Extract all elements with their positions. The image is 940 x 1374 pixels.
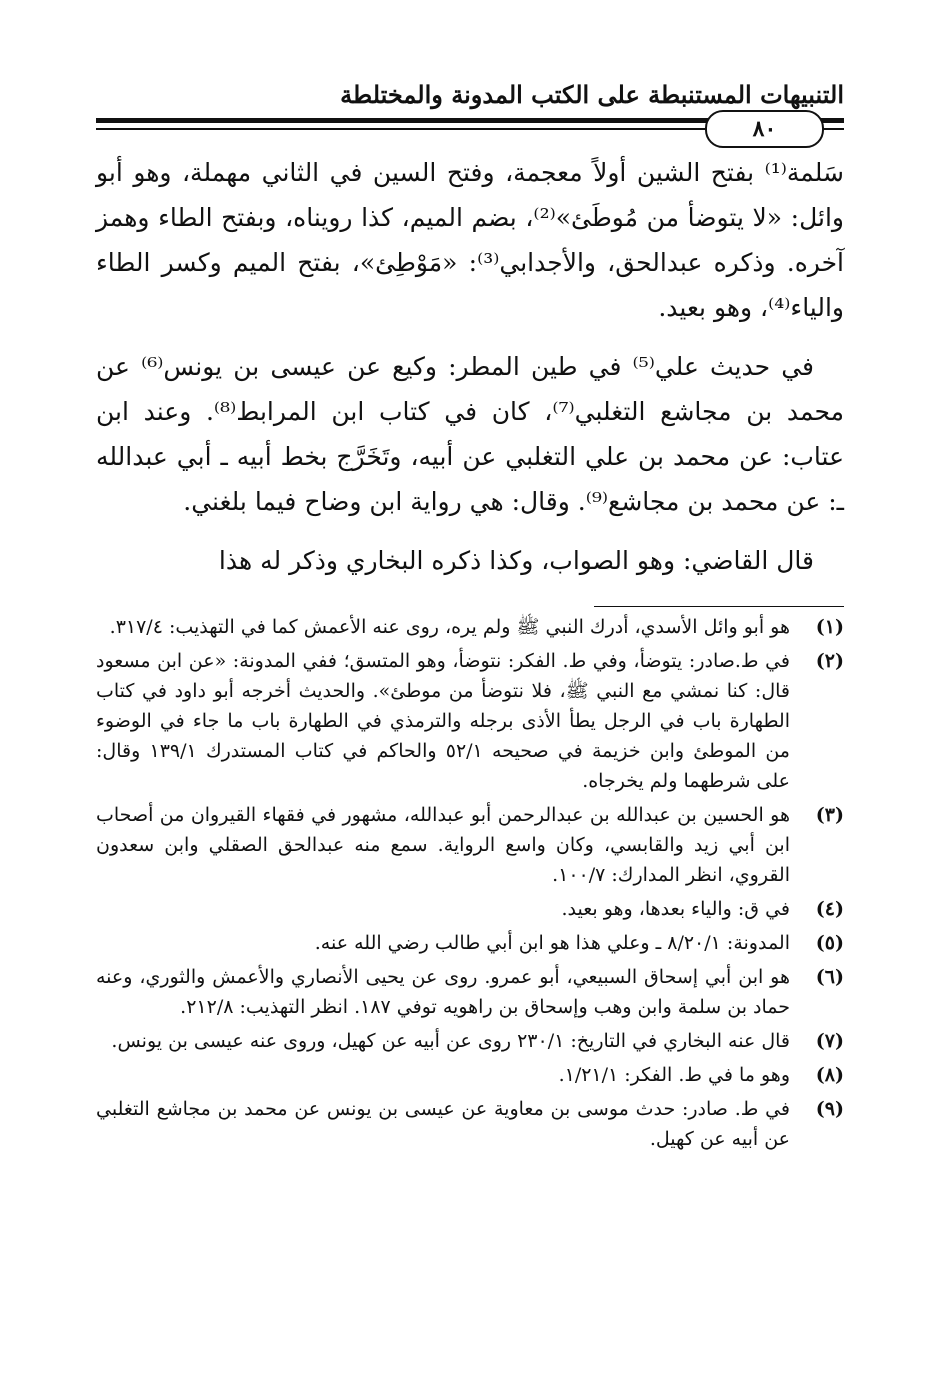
footnote-number: (٧) [815, 1030, 844, 1052]
footnote [96, 962, 844, 1022]
footnote-number: (٣) [815, 804, 844, 826]
footnote-text: المدونة: ٨/٢٠/١ ـ وعلي هذا هو ابن أبي طالب رضي الله عنه. [314, 932, 790, 954]
footnotes [96, 612, 844, 1158]
footnote [96, 800, 844, 890]
footnote-text: هو ابن أبي إسحاق السبيعي، أبو عمرو. روى عن يحيى الأنصاري والأعمش والثوري، وعنه حماد بن سلمة وابن وهب وإسحاق بن راهويه توفي ١٨٧. انظر التهذيب: ٢١٢/٨. [96, 966, 790, 1018]
footnote [96, 928, 844, 958]
footnote [96, 894, 844, 924]
footnote-separator [594, 606, 844, 607]
footnote-text: في ق: والياء بعدها، وهو بعيد. [561, 898, 790, 920]
footnote-text: هو الحسين بن عبدالله بن عبدالرحمن أبو عبدالله، مشهور في فقهاء القيروان من أصحاب ابن أبي زيد والقابسي، وكان واسع الرواية. سمع منه عبدالحق الصقلي وابن سعدون القروي، انظر المدارك: ١٠٠/٧. [96, 804, 790, 886]
footnote-number: (٨) [815, 1064, 844, 1086]
footnote-text: في ط. صادر: حدث موسى بن معاوية عن عيسى بن يونس عن محمد بن مجاشع التغلبي عن أبيه عن كهيل. [96, 1098, 790, 1150]
footnote-text: هو أبو وائل الأسدي، أدرك النبي ﷺ ولم يره، روى عنه الأعمش كما في التهذيب: ٣١٧/٤. [109, 616, 790, 638]
footnote-number: (٢) [815, 650, 844, 672]
running-header: التنبيهات المستنبطة على الكتب المدونة والمختلطة [340, 80, 844, 109]
footnote [96, 646, 844, 796]
page-number-badge: ٨٠ [705, 110, 824, 148]
paragraph: في حديث علي⁽⁵⁾ في طين المطر: وكيع عن عيسى بن يونس⁽⁶⁾ عن محمد بن مجاشع التغلبي⁽⁷⁾، كان في كتاب ابن المرابط⁽⁸⁾. وعند ابن عتاب: عن محمد بن علي التغلبي عن أبيه، وتَخَرَّج بخط أبيه ـ أبي عبدالله ـ: عن محمد بن مجاشع⁽⁹⁾. وقال: هي رواية ابن وضاح فيما بلغني. [96, 352, 844, 516]
footnote-number: (١) [815, 616, 844, 638]
footnote-text: قال عنه البخاري في التاريخ: ٢٣٠/١ روى عن أبيه عن كهيل، وروى عنه عيسى بن يونس. [111, 1030, 790, 1052]
footnote [96, 1026, 844, 1056]
footnote-number: (٤) [815, 898, 844, 920]
footnote-text: وهو ما في ط. الفكر: ١/٢١/١. [558, 1064, 790, 1086]
footnote [96, 1094, 844, 1154]
paragraph: قال القاضي: وهو الصواب، وكذا ذكره البخاري وذكر له هذا [218, 546, 814, 575]
footnote-number: (٥) [815, 932, 844, 954]
footnote-number: (٦) [815, 966, 844, 988]
footnote-number: (٩) [815, 1098, 844, 1120]
main-text [96, 150, 844, 597]
footnote [96, 1060, 844, 1090]
footnote [96, 612, 844, 642]
footnote-text: في ط.صادر: يتوضأ، وفي ط. الفكر: نتوضأ، وهو المتسق؛ ففي المدونة: «عن ابن مسعود قال: كنا نمشي مع النبي ﷺ، فلا نتوضأ من موطئ». والحديث أخرجه أبو داود في كتاب الطهارة باب في الرجل يطأ الأذى برجله والترمذي في الطهارة باب ما جاء في الوضوء من الموطئ وابن خزيمة في صحيحه ٥٢/١ والحاكم في كتاب المستدرك ١٣٩/١ وقال: على شرطهما ولم يخرجاه. [96, 650, 790, 792]
paragraph: سَلمة⁽¹⁾ بفتح الشين أولاً معجمة، وفتح السين في الثاني مهملة، وهو أبو وائل: «لا يتوضأ من مُوطَئ»⁽²⁾، بضم الميم، كذا رويناه، وبفتح الطاء وهمز آخره. وذكره عبدالحق، والأجدابي⁽³⁾: «مَوْطِئ»، بفتح الميم وكسر الطاء والياء⁽⁴⁾، وهو بعيد. [96, 158, 844, 322]
